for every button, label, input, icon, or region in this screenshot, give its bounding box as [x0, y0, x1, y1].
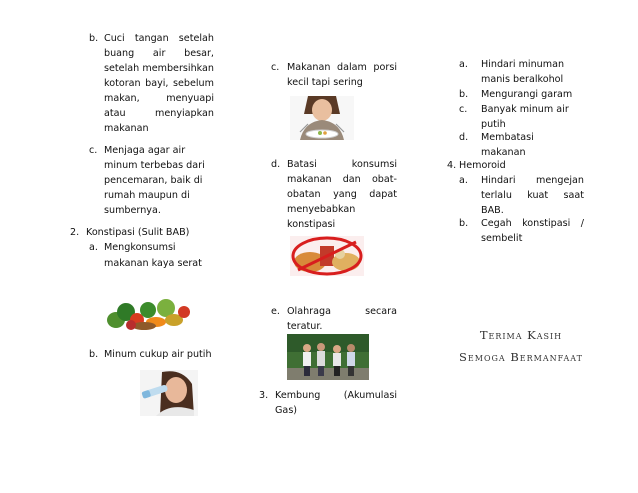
- text-line: kotoran bayi, sebelum: [104, 78, 214, 89]
- list-marker-4: 4.: [447, 160, 457, 171]
- list-marker-e: e.: [271, 306, 280, 317]
- text-line: pencemaran, baik di: [104, 175, 203, 186]
- people-walking-icon: [287, 334, 369, 380]
- list-marker-b: b.: [459, 89, 469, 100]
- text-line: minum terbebas dari: [104, 160, 205, 171]
- text-line: makanan: [481, 147, 526, 158]
- text-line: Hindari minuman: [481, 59, 565, 70]
- list-marker-b: b.: [459, 218, 469, 229]
- text-line: Mengkonsumsi: [104, 242, 176, 253]
- closing-wish: Semoga Bermanfaat: [459, 350, 583, 364]
- list-marker-d: d.: [459, 132, 469, 143]
- text-line: makanan: [104, 123, 149, 134]
- list-marker-c: c.: [271, 62, 280, 73]
- text-line: teratur.: [287, 321, 323, 332]
- text-line: makanan kaya serat: [104, 258, 202, 269]
- text-line: terlalu kuat saat: [481, 190, 584, 201]
- text-line: obatan yang dapat: [287, 189, 397, 200]
- list-marker-a: a.: [459, 59, 468, 70]
- list-marker-b: b.: [89, 33, 99, 44]
- text-line: rumah maupun di: [104, 190, 190, 201]
- text-line: BAB.: [481, 205, 504, 216]
- text-line: sembelit: [481, 233, 523, 244]
- list-marker-c: c.: [89, 145, 98, 156]
- section-heading-konstipasi: Konstipasi (Sulit BAB): [86, 227, 190, 238]
- no-food-icon: [290, 236, 364, 276]
- text-line: putih: [481, 119, 506, 130]
- vegetables-icon: [104, 290, 192, 332]
- section-heading-kembung: Kembung (Akumulasi: [275, 390, 397, 401]
- text-line: Hindari mengejan: [481, 175, 584, 186]
- text-line: Banyak minum air: [481, 104, 569, 115]
- text-line: Makanan dalam porsi: [287, 62, 397, 73]
- text-line: makanan dan obat-: [287, 174, 397, 185]
- text-line: Cuci tangan setelah: [104, 33, 214, 44]
- text-line: buang air besar,: [104, 48, 214, 59]
- text-line: Membatasi: [481, 132, 534, 143]
- list-marker-b: b.: [89, 349, 99, 360]
- woman-drinking-water-image: [140, 370, 198, 416]
- text-line: atau menyiapkan: [104, 108, 214, 119]
- text-line: manis beralkohol: [481, 74, 564, 85]
- text-line: makan, menyuapi: [104, 93, 214, 104]
- woman-eating-image: [290, 96, 354, 140]
- text-line: Gas): [275, 405, 298, 416]
- list-marker-a: a.: [89, 242, 98, 253]
- list-marker-3: 3.: [259, 390, 269, 401]
- text-line: menyebabkan: [287, 204, 356, 215]
- no-junk-food-image: [290, 236, 364, 276]
- text-line: Mengurangi garam: [481, 89, 573, 100]
- exercise-walking-image: [287, 334, 369, 380]
- list-marker-d: d.: [271, 159, 281, 170]
- text-line: Minum cukup air putih: [104, 349, 212, 360]
- text-line: Cegah konstipasi /: [481, 218, 584, 229]
- text-line: setelah membersihkan: [104, 63, 214, 74]
- text-line: sumbernya.: [104, 205, 161, 216]
- list-marker-c: c.: [459, 104, 468, 115]
- woman-eating-icon: [290, 96, 354, 140]
- text-line: kecil tapi sering: [287, 77, 363, 88]
- woman-drinking-icon: [140, 370, 198, 416]
- text-line: Batasi konsumsi: [287, 159, 397, 170]
- text-line: Menjaga agar air: [104, 145, 186, 156]
- list-marker-2: 2.: [70, 227, 80, 238]
- list-marker-a: a.: [459, 175, 468, 186]
- vegetables-image: [104, 290, 192, 332]
- section-heading-hemoroid: Hemoroid: [459, 160, 506, 171]
- text-line: konstipasi: [287, 219, 336, 230]
- text-line: Olahraga secara: [287, 306, 397, 317]
- closing-thanks: Terima Kasih: [479, 328, 563, 342]
